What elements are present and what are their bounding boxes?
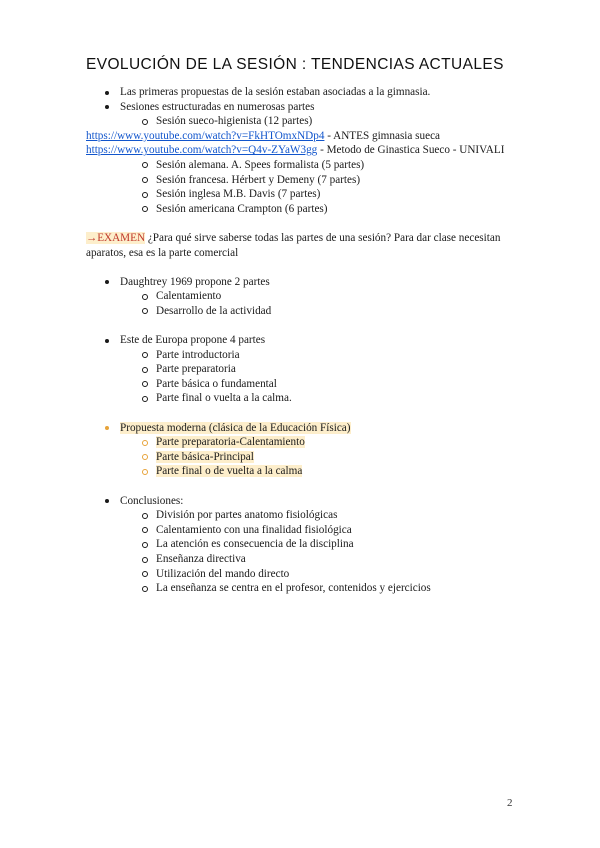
youtube-link[interactable]: https://www.youtube.com/watch?v=FkHTOmxNDp4 [86, 129, 325, 142]
sub-list-item: Sesión alemana. A. Spees formalista (5 partes) [86, 158, 526, 173]
sub-list-item: Calentamiento [86, 289, 526, 304]
sub-list-item: Calentamiento con una finalidad fisiológica [86, 523, 526, 538]
list-item-highlighted: Propuesta moderna (clásica de la Educación Física) [86, 421, 526, 436]
list-item: Sesiones estructuradas en numerosas partes [86, 100, 526, 115]
sub-list-item: Parte preparatoria [86, 362, 526, 377]
sub-list-item: Sesión americana Crampton (6 partes) [86, 202, 526, 217]
link-description: - ANTES gimnasia sueca [324, 129, 441, 142]
sub-list-item: Desarrollo de la actividad [86, 304, 526, 319]
sub-list-item: La atención es consecuencia de la disciplina [86, 537, 526, 552]
exam-note [86, 231, 526, 260]
sub-list-item: Enseñanza directiva [86, 552, 526, 567]
sub-list-item-highlighted: Parte final o de vuelta a la calma [86, 464, 526, 479]
sub-list-item: Sesión sueco-higienista (12 partes) [86, 114, 526, 129]
exam-text: ¿Para qué sirve saberse todas las partes de una sesión? Para dar clase necesitan aparatos, esa es la parte comercial [86, 231, 501, 259]
youtube-link[interactable]: https://www.youtube.com/watch?v=Q4v-ZYaW3gg [86, 144, 318, 157]
list-item: Las primeras propuestas de la sesión estaban asociadas a la gimnasia. [86, 85, 526, 100]
exam-label: →EXAMEN [86, 231, 146, 244]
sub-list-item: Parte básica o fundamental [86, 377, 526, 392]
page-title: EVOLUCIÓN DE LA SESIÓN : TENDENCIAS ACTUALES [86, 56, 504, 73]
arrow-icon: → [86, 231, 98, 244]
sub-list-item-highlighted: Parte preparatoria-Calentamiento [86, 435, 526, 450]
document-page [86, 55, 526, 596]
sub-list-item: División por partes anatomo fisiológicas [86, 508, 526, 523]
link-line [86, 129, 526, 144]
sub-list-item: Sesión inglesa M.B. Davis (7 partes) [86, 187, 526, 202]
sub-list-item: Utilización del mando directo [86, 567, 526, 582]
list-item: Conclusiones: [86, 494, 526, 509]
sub-list-item: Parte introductoria [86, 348, 526, 363]
list-item: Este de Europa propone 4 partes [86, 333, 526, 348]
sub-list-item: Sesión francesa. Hérbert y Demeny (7 partes) [86, 173, 526, 188]
sub-list-item-highlighted: Parte básica-Principal [86, 450, 526, 465]
link-line [86, 143, 526, 158]
sub-list-item: Parte final o vuelta a la calma. [86, 391, 526, 406]
sub-list-item: La enseñanza se centra en el profesor, contenidos y ejercicios [86, 581, 526, 596]
link-description: - Metodo de Ginastica Sueco - UNIVALI [317, 144, 505, 157]
page-number: 2 [507, 797, 513, 809]
list-item: Daughtrey 1969 propone 2 partes [86, 275, 526, 290]
